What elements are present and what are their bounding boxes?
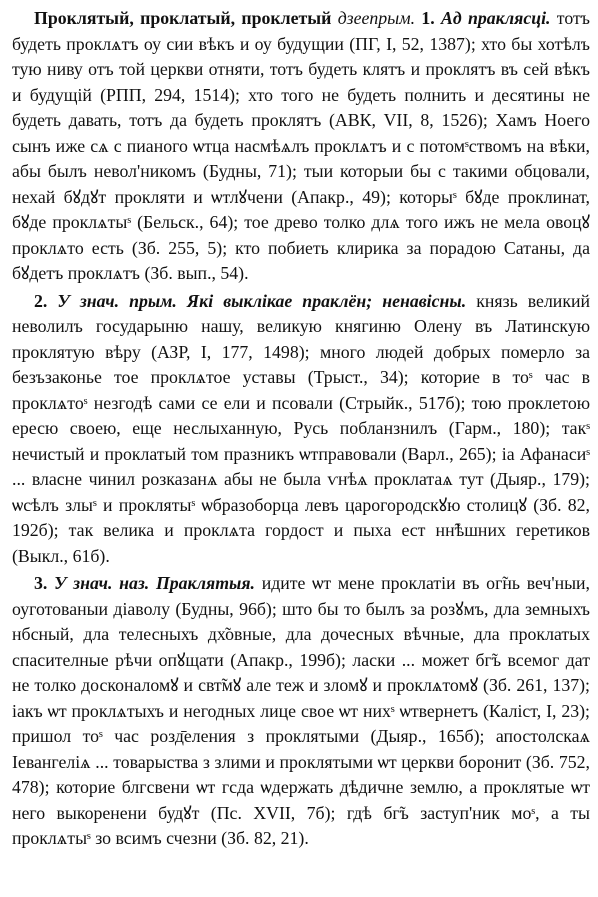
sense-definition: У знач. прым. Які выклікае праклён; ненавісны. xyxy=(57,290,467,311)
entry-paragraph-3 xyxy=(12,571,590,852)
headword: Проклятый, проклатый, проклетый xyxy=(34,8,332,28)
sense-number: 1. xyxy=(421,8,435,28)
entry-paragraph-2 xyxy=(12,289,590,570)
sense-citations: князь великий неволилъ государыню нашу, великую княгиню Олену въ Латинскую проклятую вѣру (АЗР, I, 177, 1498); много людей добрых померло за безъзаконье тое проклѧтое уставы (Трыст., 34); которие в тоˢ час в проклѧтоˢ незгодѣ сами се ели и псовали (Стрыйк., 517б); тою проклетою ересю своею, еще неслыханную, Русь побланзнилъ (Гарм., 180); такˢ нечистый и проклатый том празникъ ѡтправовали (Варл., 265); іа Афанасиˢ ... власне чинил розказанѧ абы не была ѵнѣѧ проклатаѧ тут (Дыяр., 179); ѡсѣлъ злыˢ и проклятыˢ ѡбразоборца левъ царогородскꙋю столицꙋ (Зб. 82, 192б); так велика и проклѧта гордост и пыха ест нн̃ѣшних геретиков (Выкл., 61б). xyxy=(12,290,590,566)
entry-paragraph-1 xyxy=(12,6,590,287)
sense-number: 3. xyxy=(34,573,48,593)
part-of-speech: дзеeпрым. xyxy=(337,8,416,28)
sense-citations: тотъ будеть проклѧтъ оу сии вѣкъ и оу будущии (ПГ, I, 52, 1387); хто бы хотѣлъ тую ниву отъ той церкви отняти, тотъ будеть клятъ и проклятъ въ сей вѣкъ и будущій (РПП, 294, 1514); хто того не будеть полнить и десятины не будеть давать, тотъ да будеть проклятъ (АВК, VII, 8, 1526); Хамъ Ноего сынъ иже сѧ с пианого ѡтца насмѣѧлъ проклѧтъ и с потомˢствомъ на вѣки, абы былъ невол'никомъ (Будны, 71); тыи которыи бы с такими обцовали, нехай бꙋдꙋт прокляти и ѡтлꙋчени (Апакр., 49); которыˢ бꙋде проклинат, бꙋде проклѧтыˢ (Бельск., 64); тое древо толко длѧ того ижъ не мела овоцꙋ проклѧто есть (Зб. 255, 5); кто побиеть клирика за порадою Сатаны, да бꙋдетъ проклѧтъ (Зб. вып., 54). xyxy=(12,8,590,283)
sense-definition: Ад праклясці. xyxy=(441,8,551,28)
sense-definition: У знач. наз. Праклятыя. xyxy=(54,573,255,593)
sense-citations: идите ѡт мене проклатiи въ ог̃нь веч'ныи, оуготованыи діаволу (Будны, 96б); што бы то былъ за розꙋмъ, дла земныхъ нбсный, дла телесныхъ дх̃овные, дла дочесных вѣчные, дла проклатых спасителные рѣчи опꙋщати (Апакр., 199б); ласки ... может бг̃ъ всемог дат не толко досконаломꙋ и свт̃мꙋ але теж и зломꙋ и проклѧтомꙋ (Зб. 261, 137); іакъ ѡт проклѧтыхъ и негодных лице свое ѡт нихˢ ѡтвернетъ (Каліст, I, 23); пришол тоˢ час розд̄еления з проклятыми (Дыяр., 165б); апостолскаѧ Іевангеліѧ ... товарыства з злими и проклятыми ѡт церкви боронит (Зб. 752, 478); которие блгсвени ѡт гсда ѡдержать дѣдичне землю, а проклятые ѡт него выкоренени будꙋт (Пс. XVII, 7б); гдѣ бг̃ъ заступ'ник моˢ, а ты проклѧтыˢ зо всимъ счезни (Зб. 82, 21). xyxy=(12,573,591,848)
sense-number: 2. xyxy=(34,290,48,311)
